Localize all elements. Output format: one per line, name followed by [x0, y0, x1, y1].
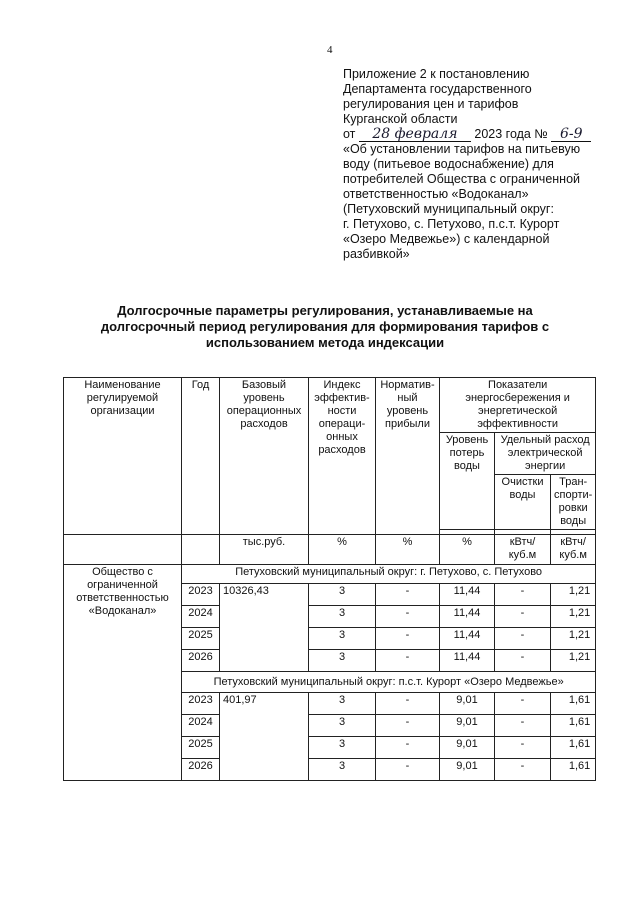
units-base: тыс.руб. [220, 535, 309, 565]
loss-cell: 11,44 [440, 650, 495, 672]
transport-cell: 1,21 [551, 628, 596, 650]
header-energy: Показатели энергосбережения и энергетической эффективности [440, 378, 596, 433]
profit-cell: - [376, 650, 440, 672]
index-cell: 3 [309, 584, 376, 606]
parameters-table [63, 377, 596, 781]
header-specific: Удельный расход электрической энергии [495, 433, 596, 475]
appendix-subject-line: г. Петухово, с. Петухово, п.с.т. Курорт [343, 217, 560, 231]
year-cell: 2026 [182, 759, 220, 781]
units-transport: кВтч/ куб.м [551, 535, 596, 565]
header-profit: Норматив-ный уровень прибыли [376, 378, 440, 535]
index-cell: 3 [309, 650, 376, 672]
header-transport: Тран-спорти-ровки воды [551, 475, 596, 530]
section-label: Петуховский муниципальный округ: п.с.т. Курорт «Озеро Медвежье» [182, 672, 596, 693]
appendix-line: регулирования цен и тарифов [343, 97, 519, 111]
header-base: Базовый уровень операционных расходов [220, 378, 309, 535]
appendix-line: Курганской области [343, 112, 458, 126]
profit-cell: - [376, 628, 440, 650]
year-text: 2023 года № [474, 127, 548, 141]
appendix-subject-line: ответственностью «Водоканал» [343, 187, 529, 201]
transport-cell: 1,61 [551, 715, 596, 737]
document-title: Долгосрочные параметры регулирования, устанавливаемые на долгосрочный период регулирования для формирования тарифов с использованием метода индексации [100, 303, 550, 350]
units-year [182, 535, 220, 565]
cleaning-cell: - [495, 759, 551, 781]
loss-cell: 9,01 [440, 693, 495, 715]
index-cell: 3 [309, 628, 376, 650]
transport-cell: 1,61 [551, 693, 596, 715]
appendix-subject-line: (Петуховский муниципальный округ: [343, 202, 554, 216]
date-prefix: от [343, 127, 356, 141]
cleaning-cell: - [495, 628, 551, 650]
appendix-line: Приложение 2 к постановлению [343, 67, 530, 81]
header-org: Наименование регулируемой организации [64, 378, 182, 535]
units-index: % [309, 535, 376, 565]
index-cell: 3 [309, 737, 376, 759]
transport-cell: 1,21 [551, 584, 596, 606]
year-cell: 2023 [182, 693, 220, 715]
appendix-subject-line: «Об установлении тарифов на питьевую [343, 142, 581, 156]
cleaning-cell: - [495, 693, 551, 715]
year-cell: 2024 [182, 606, 220, 628]
loss-cell: 11,44 [440, 606, 495, 628]
profit-cell: - [376, 693, 440, 715]
transport-cell: 1,21 [551, 606, 596, 628]
appendix-date-line [343, 127, 613, 142]
loss-cell: 11,44 [440, 584, 495, 606]
loss-cell: 9,01 [440, 715, 495, 737]
cleaning-cell: - [495, 650, 551, 672]
year-cell: 2024 [182, 715, 220, 737]
index-cell: 3 [309, 606, 376, 628]
transport-cell: 1,61 [551, 759, 596, 781]
profit-cell: - [376, 715, 440, 737]
organization-name: Общество с ограниченной ответственностью «Водоканал» [64, 565, 182, 781]
appendix-subject-line: «Озеро Медвежье») с календарной [343, 232, 550, 246]
year-cell: 2023 [182, 584, 220, 606]
base-cell: 10326,43 [220, 584, 309, 672]
cleaning-cell: - [495, 737, 551, 759]
appendix-block [343, 67, 613, 262]
header-year: Год [182, 378, 220, 535]
profit-cell: - [376, 759, 440, 781]
section-label: Петуховский муниципальный округ: г. Петухово, с. Петухово [182, 565, 596, 584]
units-cleaning: кВтч/ куб.м [495, 535, 551, 565]
transport-cell: 1,21 [551, 650, 596, 672]
cleaning-cell: - [495, 715, 551, 737]
profit-cell: - [376, 737, 440, 759]
units-profit: % [376, 535, 440, 565]
page-number: 4 [327, 44, 333, 56]
loss-cell: 11,44 [440, 628, 495, 650]
header-cleaning: Очистки воды [495, 475, 551, 530]
cleaning-cell: - [495, 584, 551, 606]
units-org [64, 535, 182, 565]
cleaning-cell: - [495, 606, 551, 628]
profit-cell: - [376, 584, 440, 606]
handwritten-date: 28 февраля [359, 128, 471, 142]
handwritten-number: 6-9 [551, 128, 591, 142]
appendix-subject-line: разбивкой» [343, 247, 410, 261]
year-cell: 2026 [182, 650, 220, 672]
appendix-subject-line: воду (питьевое водоснабжение) для [343, 157, 554, 171]
loss-cell: 9,01 [440, 759, 495, 781]
header-index: Индекс эффектив-ности операци-онных расходов [309, 378, 376, 535]
year-cell: 2025 [182, 628, 220, 650]
appendix-subject-line: потребителей Общества с ограниченной [343, 172, 581, 186]
units-loss: % [440, 535, 495, 565]
header-loss: Уровень потерь воды [440, 433, 495, 530]
index-cell: 3 [309, 759, 376, 781]
year-cell: 2025 [182, 737, 220, 759]
index-cell: 3 [309, 715, 376, 737]
profit-cell: - [376, 606, 440, 628]
transport-cell: 1,61 [551, 737, 596, 759]
base-cell: 401,97 [220, 693, 309, 781]
appendix-line: Департамента государственного [343, 82, 532, 96]
index-cell: 3 [309, 693, 376, 715]
loss-cell: 9,01 [440, 737, 495, 759]
